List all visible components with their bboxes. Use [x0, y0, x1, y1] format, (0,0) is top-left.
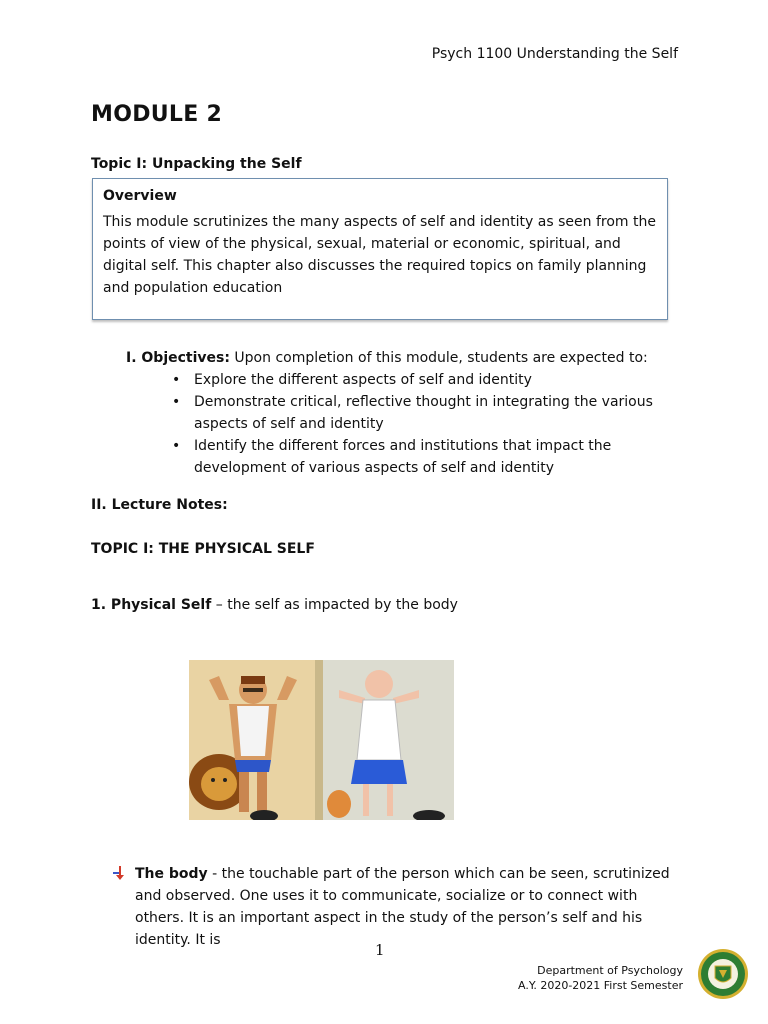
overview-title: Overview — [103, 188, 177, 204]
physical-self-illustration — [189, 660, 454, 820]
body-paragraph — [112, 863, 682, 951]
objectives-list — [126, 369, 686, 479]
header-course-title: Psych 1100 Understanding the Self — [431, 46, 678, 62]
objectives-intro — [126, 347, 686, 369]
topic-physical-heading: TOPIC I: THE PHYSICAL SELF — [91, 541, 315, 557]
objective-item: • Identify the different forces and institutions that impact the development of various aspects of self and identity — [126, 435, 686, 479]
objectives-section — [126, 347, 686, 479]
body-paragraph-text — [112, 863, 682, 951]
page-number: 1 — [375, 941, 385, 959]
overview-box — [92, 178, 668, 320]
body-definition: - the touchable part of the person which can be seen, scrutinized and observed. One uses it to communicate, socialize or to connect with others. It is an important aspect in the study of the person’s self and his identity. It is — [135, 866, 670, 948]
university-seal-icon — [697, 948, 749, 1000]
physical-self-term: 1. Physical Self — [91, 597, 212, 613]
footer-term: A.Y. 2020-2021 First Semester — [518, 979, 683, 992]
footer-department: Department of Psychology — [537, 964, 683, 977]
physical-self-text: – the self as impacted by the body — [211, 597, 458, 613]
arrow-bullet-icon — [112, 865, 128, 881]
physical-self-definition — [91, 597, 458, 613]
objective-item: • Explore the different aspects of self and identity — [126, 369, 686, 391]
footer — [518, 963, 683, 993]
topic-heading: Topic I: Unpacking the Self — [91, 156, 302, 172]
objectives-intro-text: Upon completion of this module, students are expected to: — [229, 350, 648, 366]
module-title: MODULE 2 — [91, 102, 223, 127]
objectives-label: I. Objectives: — [126, 350, 230, 366]
objective-item: • Demonstrate critical, reflective thought in integrating the various aspects of self and identity — [126, 391, 686, 435]
lecture-notes-heading: II. Lecture Notes: — [91, 497, 228, 513]
body-term: The body — [135, 866, 208, 882]
overview-text: This module scrutinizes the many aspects of self and identity as seen from the points of view of the physical, sexual, material or economic, spiritual, and digital self. This chapter also discusses the required topics on family planning and population education — [103, 214, 656, 296]
